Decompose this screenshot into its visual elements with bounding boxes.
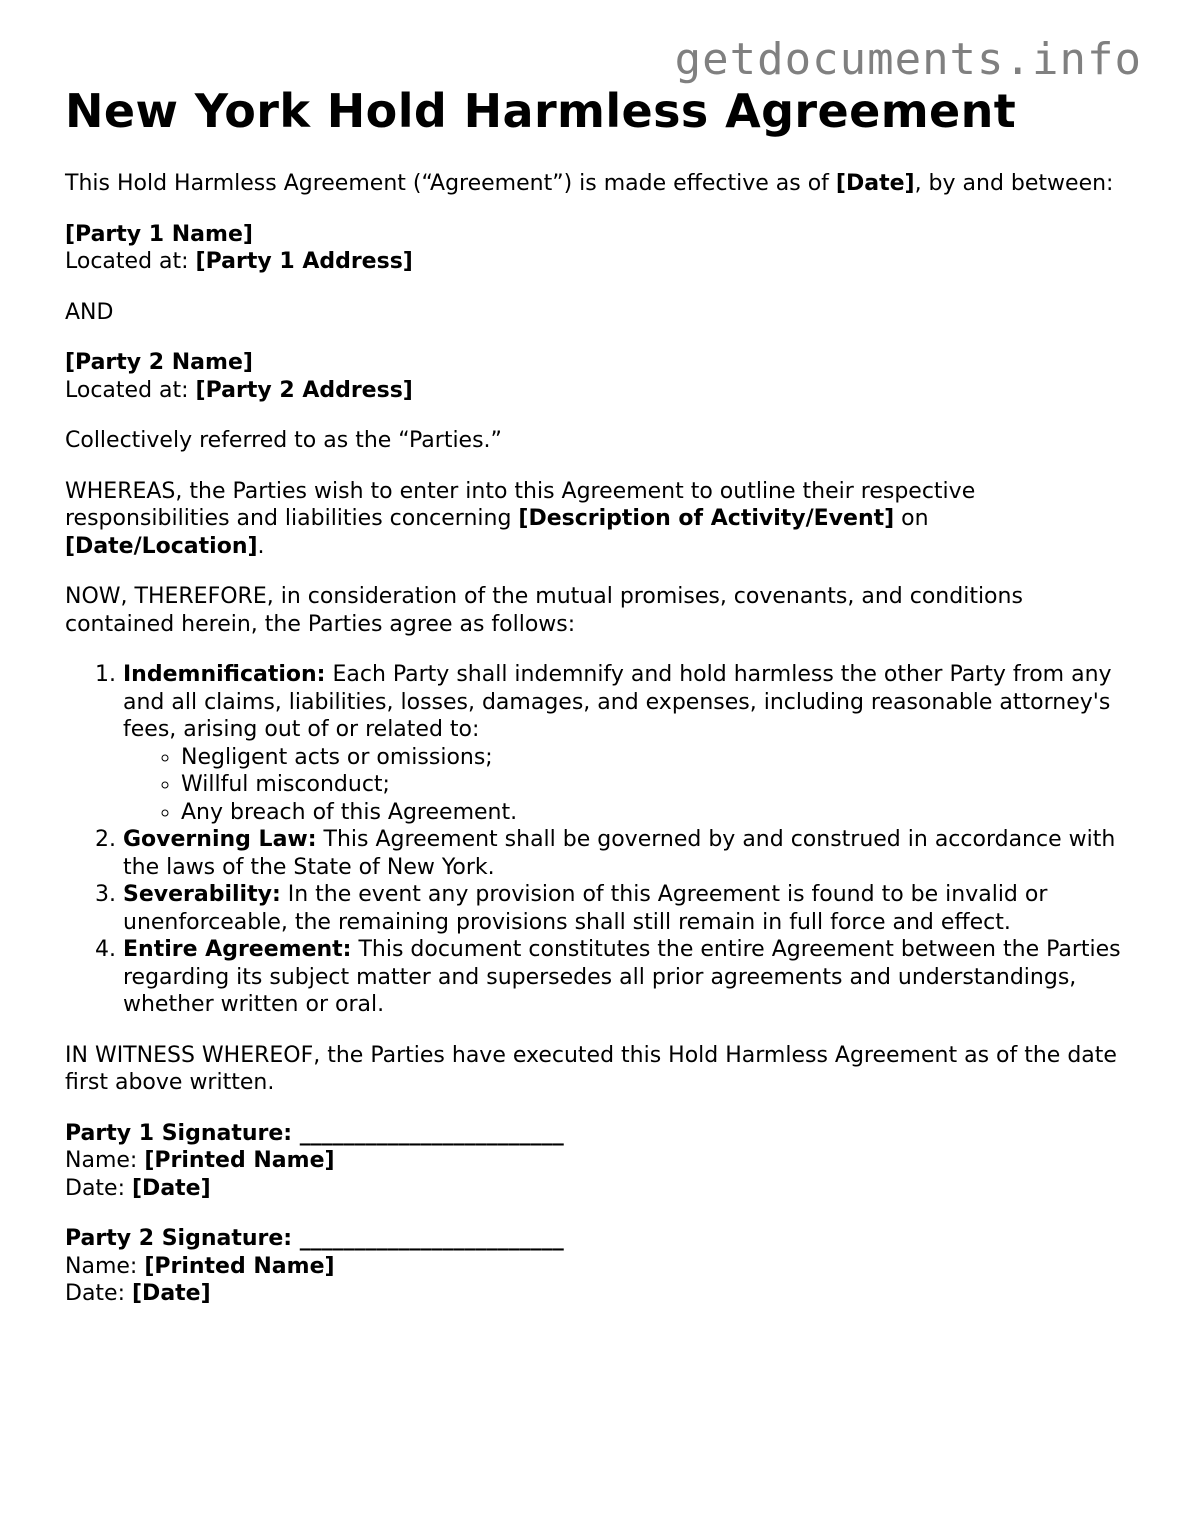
intro-paragraph [65,170,1125,198]
intro-text-end: , by and between: [914,171,1114,196]
whereas-on: on [894,506,929,531]
date-label: Date: [65,1281,132,1306]
date-label: Date: [65,1175,132,1201]
watermark: getdocuments.info [674,34,1142,85]
clause-text: This Agreement shall be governed by and construed in accordance with the laws of the State of New York. [123,827,1116,880]
list-item: ◦ Any breach of this Agreement. [181,799,1125,827]
clause-severability [123,881,1125,936]
collectively-paragraph: Collectively referred to as the “Parties.” [65,428,502,453]
clause-heading: Severability: [123,882,281,907]
printed-name-placeholder: [Printed Name] [144,1148,335,1173]
party-2-address: [Party 2 Address] [195,377,413,403]
whereas-paragraph [65,478,1125,561]
clause-heading: Entire Agreement: [123,937,352,962]
party-1-located-label: Located at: [65,249,196,274]
now-therefore-paragraph: NOW, THEREFORE, in consideration of the mutual promises, covenants, and conditions contained herein, the Parties agree as follows: [65,584,1023,637]
name-label: Name: [65,1253,145,1279]
party-1-signature-block [65,1120,1125,1203]
party-2-block [65,349,1125,404]
activity-placeholder: [Description of Activity/Event] [518,506,895,531]
whereas-text: WHEREAS, the Parties wish to enter into this Agreement to outline their respective responsibilities and liabilities concerning [65,478,976,531]
party-1-block [65,221,1125,276]
clause-entire-agreement [123,936,1125,1019]
date-location-placeholder: [Date/Location] [65,533,258,559]
clause-text: In the event any provision of this Agreement is found to be invalid or unenforceable, the remaining provisions shall still remain in full force and effect. [123,882,1048,935]
clause-heading: Indemnification: [123,662,326,687]
clause-text: This document constitutes the entire Agreement between the Parties regarding its subject matter and supersedes all prior agreements and understandings, whether written or oral. [123,937,1121,1017]
party-2-located-label: Located at: [65,377,196,403]
date-placeholder: [Date] [132,1175,211,1201]
clauses-list [65,661,1125,1019]
effective-date-placeholder: [Date] [835,171,915,196]
date-placeholder: [Date] [132,1281,211,1306]
document-page [65,86,1125,1331]
clause-indemnification [123,661,1125,826]
clause-governing-law [123,826,1125,881]
whereas-period: . [257,533,265,559]
clause-text: Each Party shall indemnify and hold harmless the other Party from any and all claims, liabilities, losses, damages, and expenses, including reasonable attorney's fees, arising out of or related to: [123,662,1112,742]
list-item: ◦ Negligent acts or omissions; [181,744,1125,772]
party-1-signature-line: Party 1 Signature: ________________________ [65,1120,564,1146]
witness-paragraph: IN WITNESS WHEREOF, the Parties have executed this Hold Harmless Agreement as of the date first above written. [65,1042,1117,1095]
party-2-name: [Party 2 Name] [65,350,253,375]
printed-name-placeholder: [Printed Name] [144,1253,335,1279]
name-label: Name: [65,1148,145,1173]
party-2-signature-block [65,1225,1125,1308]
party-1-address: [Party 1 Address] [195,249,413,274]
and-separator: AND [65,299,114,325]
indemnification-sublist [123,744,1125,827]
page-title: New York Hold Harmless Agreement [65,84,1017,138]
clause-heading: Governing Law: [123,827,317,852]
list-item: ◦ Willful misconduct; [181,771,1125,799]
intro-text: This Hold Harmless Agreement (“Agreement”) is made effective as of [65,171,836,196]
party-1-name: [Party 1 Name] [65,221,253,247]
party-2-signature-line: Party 2 Signature: ________________________ [65,1226,564,1251]
